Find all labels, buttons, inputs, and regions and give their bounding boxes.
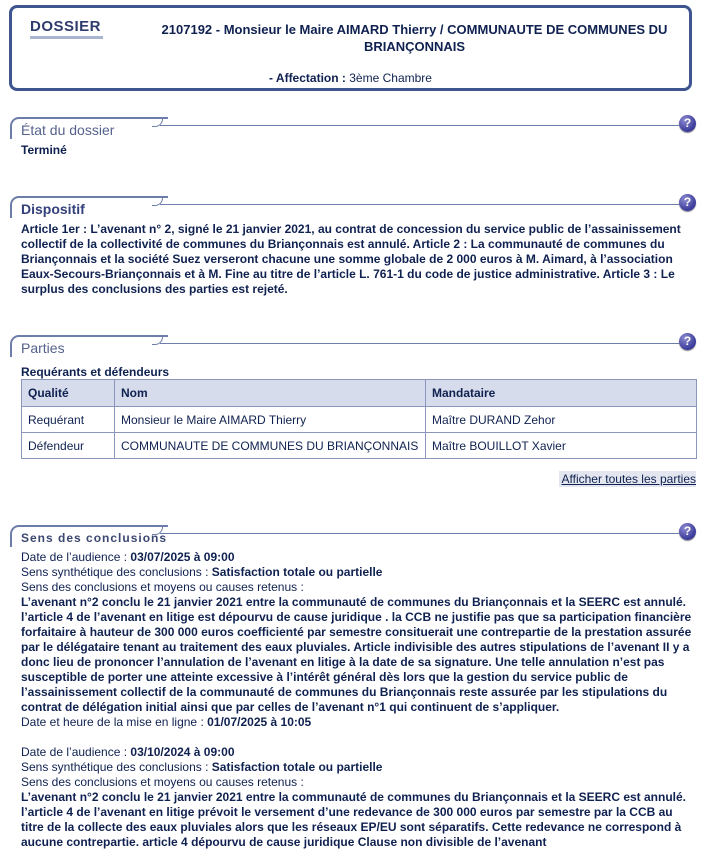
parties-table (21, 379, 697, 459)
section-heading (10, 525, 696, 547)
date-value: 03/10/2024 à 09:00 (130, 745, 235, 759)
cell-qualite: Requérant (22, 407, 115, 433)
section-conclusions (10, 525, 696, 855)
section-parties (10, 335, 696, 490)
conclusion-entry (21, 550, 696, 730)
section-title-conclusions: Sens des conclusions (21, 531, 168, 545)
affectation-label: - Affectation : (269, 71, 346, 85)
section-dispositif (10, 196, 696, 306)
section-title-etat: État du dossier (21, 122, 115, 138)
section-heading (10, 335, 696, 357)
help-icon[interactable]: ? (679, 523, 696, 540)
moyens-label: Sens des conclusions et moyens ou causes retenus : (21, 580, 304, 594)
moyens-text: L’avenant n°2 conclu le 21 janvier 2021 entre la communauté de communes du Briançonnais et la SEERC est annulé. l’article 4 de l’avenant en litige est dépourvu de cause juridique . la CCB ne justifie pas que sa participation financière forfaitaire à hauteur de 300 000 euros coefficienté par semestre consituerait une contrepartie de la prestation assurée par le délégataire tenant au traitement des eaux pluviales. Article indivisible des autres stipulations de l’avenant II y a donc lieu de prononcer l’annulation de l’avenant en litige à la date de sa signature. Une telle annulation n’est pas susceptible de porter une atteinte excessive à l’intérêt général dès lors que la gestion du service public de l’assainissement collectif de la communauté de communes du Briançonnais reste assurée par les stipulations du contrat de délégation initial ainsi que par celles de l’avenant n°1 qui continuent de s’appliquer. (21, 595, 692, 714)
dossier-tag: DOSSIER (30, 18, 102, 35)
table-row (22, 407, 697, 433)
date-label: Date de l’audience : (21, 550, 131, 564)
cell-qualite: Défendeur (22, 433, 115, 459)
conclusion-entry (21, 745, 696, 850)
show-all-parties-link[interactable]: Afficher toutes les parties (561, 472, 696, 486)
moyens-text: L’avenant n°2 conclu le 21 janvier 2021 entre la communauté de communes du Briançonnais et la SEERC est annulé. l’article 4 de l’avenant en litige prévoit le versement d’une redevance de 300 000 euros par semestre par la CCB au titre de la collecte des eaux pluviales alors que les réseaux EP/EU sont séparatifs. Cette redevance ne correspond à aucune contrepartie. article 4 dépourvu de cause juridique Clause non divisible de l’avenant (21, 790, 687, 849)
cell-nom: COMMUNAUTE DE COMMUNES DU BRIANÇONNAIS (115, 433, 426, 459)
mise-value: 01/07/2025 à 10:05 (207, 715, 312, 729)
sens-label: Sens synthétique des conclusions : (21, 565, 212, 579)
help-icon[interactable]: ? (679, 333, 696, 350)
column-header-mandataire: Mandataire (426, 380, 697, 407)
dossier-header (9, 5, 692, 91)
section-title-parties: Parties (21, 340, 65, 356)
moyens-label: Sens des conclusions et moyens ou causes retenus : (21, 775, 304, 789)
dispositif-text: Article 1er : L’avenant n° 2, signé le 21 janvier 2021, au contrat de concession du service public de l’assainissement collectif de la collectivité de communes du Briançonnais est annulé. Article 2 : La communauté de communes du Briançonnais et la société Suez verseront chacune une somme globale de 2 000 euros à M. Aimard, à l’association Eaux-Secours-Briançonnais et à M. Fine au titre de l’article L. 761-1 du code de justice administrative. Article 3 : Le surplus des conclusions des parties est rejeté. (21, 222, 681, 296)
etat-value: Terminé (21, 143, 67, 157)
table-header-row (22, 380, 697, 407)
conclusions-list (21, 550, 696, 850)
cell-mandataire: Maître BOUILLOT Xavier (426, 433, 697, 459)
mise-label: Date et heure de la mise en ligne : (21, 715, 208, 729)
section-title-dispositif: Dispositif (21, 201, 85, 217)
cell-mandataire: Maître DURAND Zehor (426, 407, 697, 433)
date-label: Date de l’audience : (21, 745, 131, 759)
affectation-value: 3ème Chambre (349, 71, 432, 85)
help-icon[interactable]: ? (679, 194, 696, 211)
sens-value: Satisfaction totale ou partielle (211, 565, 383, 579)
table-row (22, 433, 697, 459)
case-title: 2107192 - Monsieur le Maire AIMARD Thierry / COMMUNAUTE DE COMMUNES DU BRIANÇONNAIS (161, 22, 668, 54)
date-value: 03/07/2025 à 09:00 (130, 550, 235, 564)
affectation (12, 71, 689, 85)
parties-subtitle: Requérants et défendeurs (21, 365, 170, 379)
section-heading (10, 117, 696, 139)
column-header-qualite: Qualité (22, 380, 115, 407)
sens-label: Sens synthétique des conclusions : (21, 760, 212, 774)
cell-nom: Monsieur le Maire AIMARD Thierry (115, 407, 426, 433)
section-heading (10, 196, 696, 218)
help-icon[interactable]: ? (679, 115, 696, 132)
column-header-nom: Nom (115, 380, 426, 407)
section-etat (10, 117, 696, 162)
sens-value: Satisfaction totale ou partielle (211, 760, 383, 774)
